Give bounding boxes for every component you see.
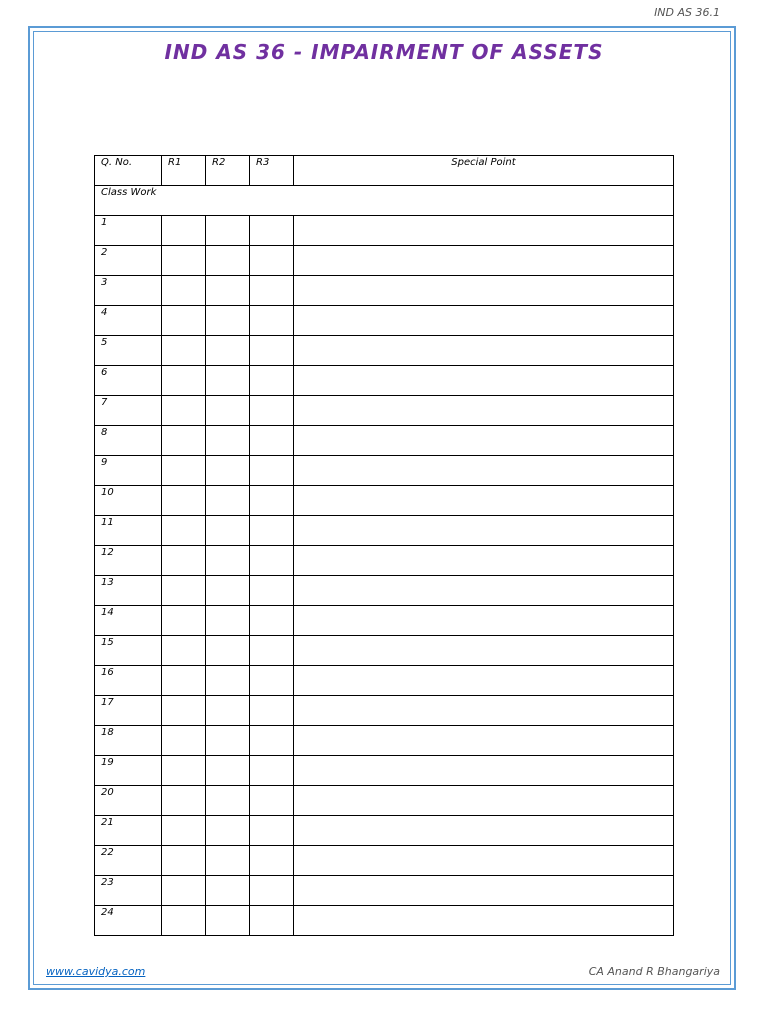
r3-cell <box>250 786 294 816</box>
table-row <box>95 786 674 816</box>
r2-cell <box>206 276 250 306</box>
r3-cell <box>250 216 294 246</box>
table-row <box>95 846 674 876</box>
r2-cell <box>206 486 250 516</box>
r3-cell <box>250 756 294 786</box>
table-row <box>95 906 674 936</box>
r2-cell <box>206 516 250 546</box>
r2-cell <box>206 786 250 816</box>
q-no-cell: 9 <box>95 456 162 486</box>
r2-cell <box>206 336 250 366</box>
r3-cell <box>250 276 294 306</box>
r2-cell <box>206 306 250 336</box>
special-point-cell <box>294 336 674 366</box>
special-point-cell <box>294 276 674 306</box>
r1-cell <box>162 726 206 756</box>
r2-cell <box>206 606 250 636</box>
r1-cell <box>162 246 206 276</box>
r3-cell <box>250 816 294 846</box>
r1-cell <box>162 756 206 786</box>
r2-cell <box>206 636 250 666</box>
r2-cell <box>206 576 250 606</box>
table-row <box>95 576 674 606</box>
revision-table <box>94 155 674 936</box>
section-label-class-work: Class Work <box>95 186 674 216</box>
table-row <box>95 606 674 636</box>
q-no-cell: 6 <box>95 366 162 396</box>
r2-cell <box>206 426 250 456</box>
website-link[interactable]: www.cavidya.com <box>46 965 146 978</box>
r2-cell <box>206 846 250 876</box>
q-no-cell: 16 <box>95 666 162 696</box>
table-row <box>95 246 674 276</box>
table-row <box>95 456 674 486</box>
r1-cell <box>162 696 206 726</box>
r1-cell <box>162 456 206 486</box>
r3-cell <box>250 396 294 426</box>
r1-cell <box>162 666 206 696</box>
r1-cell <box>162 546 206 576</box>
special-point-cell <box>294 486 674 516</box>
r2-cell <box>206 696 250 726</box>
special-point-cell <box>294 426 674 456</box>
q-no-cell: 13 <box>95 576 162 606</box>
r3-cell <box>250 576 294 606</box>
r3-cell <box>250 876 294 906</box>
header-q-no: Q. No. <box>95 156 162 186</box>
q-no-cell: 17 <box>95 696 162 726</box>
table-row <box>95 486 674 516</box>
q-no-cell: 8 <box>95 426 162 456</box>
section-row <box>95 186 674 216</box>
special-point-cell <box>294 306 674 336</box>
special-point-cell <box>294 546 674 576</box>
r3-cell <box>250 486 294 516</box>
r1-cell <box>162 276 206 306</box>
r2-cell <box>206 816 250 846</box>
special-point-cell <box>294 816 674 846</box>
r3-cell <box>250 666 294 696</box>
q-no-cell: 18 <box>95 726 162 756</box>
table-row <box>95 636 674 666</box>
page-reference: IND AS 36.1 <box>654 6 720 19</box>
special-point-cell <box>294 696 674 726</box>
r1-cell <box>162 846 206 876</box>
r2-cell <box>206 726 250 756</box>
special-point-cell <box>294 216 674 246</box>
r1-cell <box>162 486 206 516</box>
r3-cell <box>250 336 294 366</box>
special-point-cell <box>294 636 674 666</box>
r2-cell <box>206 876 250 906</box>
special-point-cell <box>294 516 674 546</box>
special-point-cell <box>294 726 674 756</box>
q-no-cell: 11 <box>95 516 162 546</box>
q-no-cell: 23 <box>95 876 162 906</box>
q-no-cell: 2 <box>95 246 162 276</box>
r3-cell <box>250 426 294 456</box>
r1-cell <box>162 396 206 426</box>
table-row <box>95 696 674 726</box>
r1-cell <box>162 786 206 816</box>
special-point-cell <box>294 366 674 396</box>
r3-cell <box>250 636 294 666</box>
r1-cell <box>162 426 206 456</box>
r3-cell <box>250 546 294 576</box>
r1-cell <box>162 306 206 336</box>
table-row <box>95 726 674 756</box>
r1-cell <box>162 336 206 366</box>
header-r3: R3 <box>250 156 294 186</box>
q-no-cell: 5 <box>95 336 162 366</box>
table-row <box>95 306 674 336</box>
q-no-cell: 19 <box>95 756 162 786</box>
q-no-cell: 7 <box>95 396 162 426</box>
q-no-cell: 22 <box>95 846 162 876</box>
special-point-cell <box>294 246 674 276</box>
r3-cell <box>250 456 294 486</box>
special-point-cell <box>294 846 674 876</box>
q-no-cell: 21 <box>95 816 162 846</box>
special-point-cell <box>294 606 674 636</box>
special-point-cell <box>294 786 674 816</box>
r1-cell <box>162 576 206 606</box>
r1-cell <box>162 636 206 666</box>
table-row <box>95 666 674 696</box>
table-row <box>95 876 674 906</box>
special-point-cell <box>294 906 674 936</box>
header-special-point: Special Point <box>294 156 674 186</box>
r1-cell <box>162 216 206 246</box>
r1-cell <box>162 606 206 636</box>
r2-cell <box>206 666 250 696</box>
table-row <box>95 366 674 396</box>
table-row <box>95 426 674 456</box>
r3-cell <box>250 606 294 636</box>
r3-cell <box>250 846 294 876</box>
r3-cell <box>250 696 294 726</box>
r1-cell <box>162 516 206 546</box>
q-no-cell: 15 <box>95 636 162 666</box>
q-no-cell: 20 <box>95 786 162 816</box>
table-row <box>95 336 674 366</box>
special-point-cell <box>294 576 674 606</box>
r2-cell <box>206 906 250 936</box>
table-row <box>95 516 674 546</box>
special-point-cell <box>294 756 674 786</box>
header-r2: R2 <box>206 156 250 186</box>
table-row <box>95 756 674 786</box>
r2-cell <box>206 216 250 246</box>
page-title: IND AS 36 - IMPAIRMENT OF ASSETS <box>164 40 604 64</box>
special-point-cell <box>294 876 674 906</box>
r2-cell <box>206 396 250 426</box>
r1-cell <box>162 906 206 936</box>
r2-cell <box>206 756 250 786</box>
special-point-cell <box>294 666 674 696</box>
header-r1: R1 <box>162 156 206 186</box>
r3-cell <box>250 906 294 936</box>
r3-cell <box>250 366 294 396</box>
table-row <box>95 546 674 576</box>
q-no-cell: 24 <box>95 906 162 936</box>
q-no-cell: 3 <box>95 276 162 306</box>
r3-cell <box>250 246 294 276</box>
r3-cell <box>250 306 294 336</box>
q-no-cell: 10 <box>95 486 162 516</box>
r3-cell <box>250 726 294 756</box>
q-no-cell: 1 <box>95 216 162 246</box>
r2-cell <box>206 246 250 276</box>
r3-cell <box>250 516 294 546</box>
special-point-cell <box>294 396 674 426</box>
table-row <box>95 216 674 246</box>
table-header-row <box>95 156 674 186</box>
r1-cell <box>162 876 206 906</box>
table-row <box>95 816 674 846</box>
author-name: CA Anand R Bhangariya <box>588 965 720 978</box>
q-no-cell: 12 <box>95 546 162 576</box>
r2-cell <box>206 546 250 576</box>
r2-cell <box>206 456 250 486</box>
r2-cell <box>206 366 250 396</box>
r1-cell <box>162 816 206 846</box>
table-row <box>95 396 674 426</box>
q-no-cell: 14 <box>95 606 162 636</box>
q-no-cell: 4 <box>95 306 162 336</box>
table-row <box>95 276 674 306</box>
r1-cell <box>162 366 206 396</box>
special-point-cell <box>294 456 674 486</box>
